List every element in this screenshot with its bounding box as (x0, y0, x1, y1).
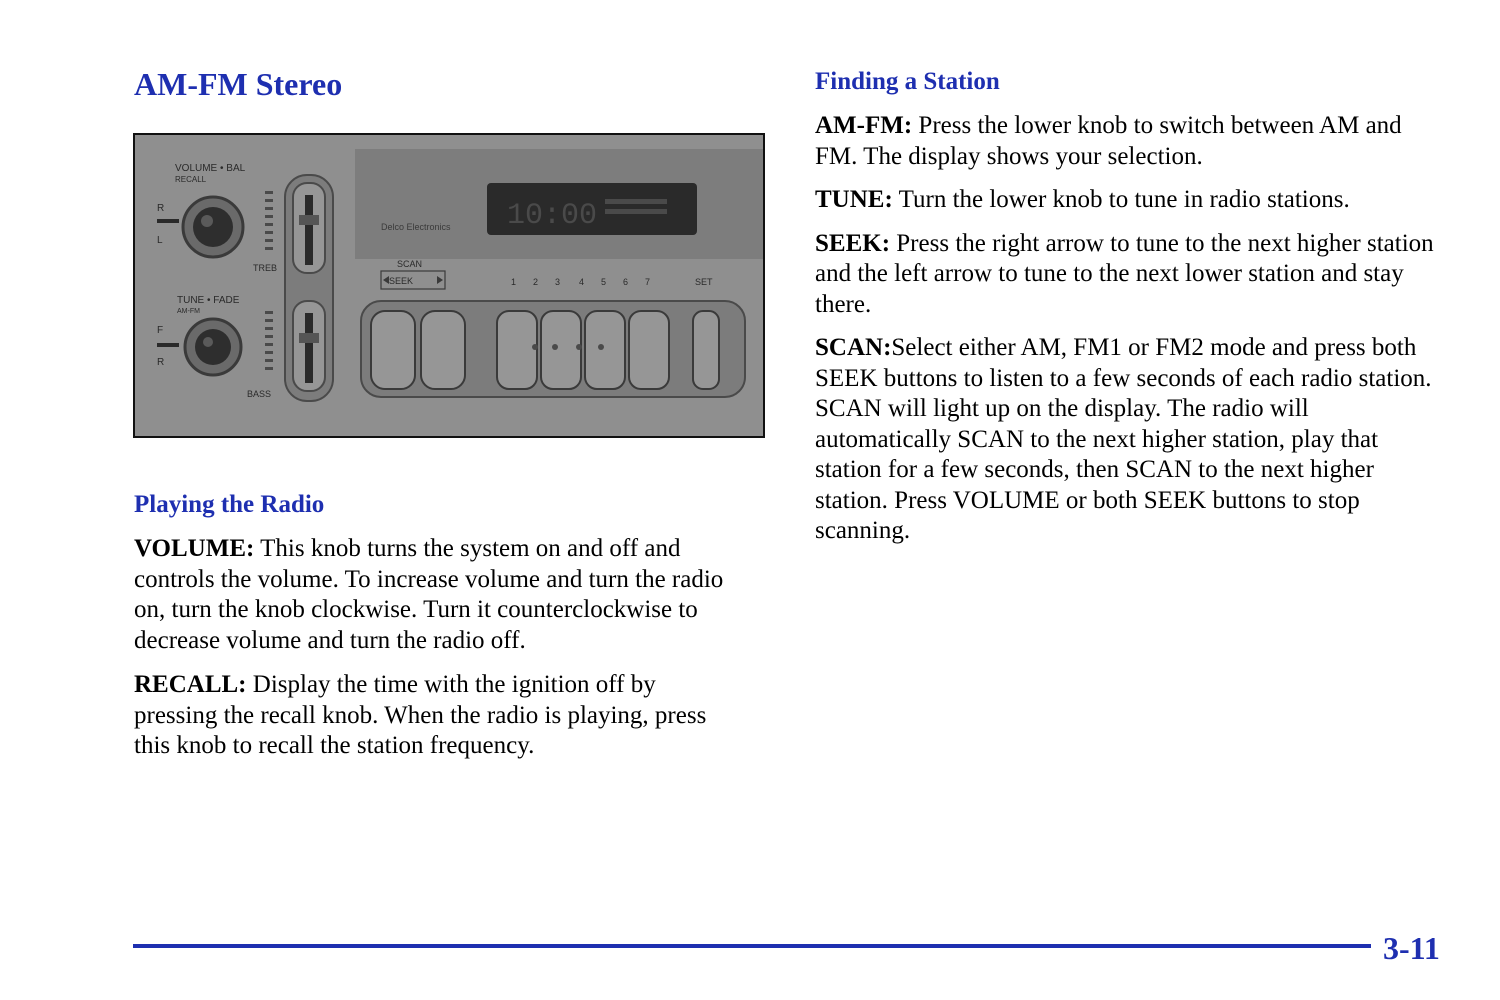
term: VOLUME: (134, 535, 255, 562)
description: This knob turns the system on and off and controls the volume. To increase volume and turn the radio on, turn the knob clockwise. Turn it counterclockwise to decrease volume and turn the radio off. (134, 535, 724, 654)
description: Press the right arrow to tune to the next higher station and the left arrow to tune to the next lower station and stay there. (815, 229, 1434, 318)
treb-label: TREB (253, 263, 278, 273)
preset-button (541, 311, 581, 389)
set-label: SET (695, 277, 713, 287)
preset-number: 4 (579, 277, 585, 287)
term: SCAN: (815, 334, 892, 361)
playing-the-radio-section (134, 490, 744, 776)
preset-button (629, 311, 669, 389)
description: Select either AM, FM1 or FM2 mode and press both SEEK buttons to listen to a few seconds of each radio station. SCAN will light up on the display. The radio will automatically SCAN to the next higher station, play that station for a few seconds, then SCAN to the next higher station. Press VOLUME or both SEEK buttons to stop scanning. (815, 334, 1432, 544)
recall-label: RECALL (175, 175, 207, 184)
scan-label: SCAN (397, 259, 423, 269)
preset-number: 7 (645, 277, 651, 287)
finding-a-station-section (815, 67, 1440, 560)
brand-label: Delco Electronics (381, 222, 451, 232)
balance-l-label: L (157, 235, 163, 246)
seek-down-button (371, 311, 415, 389)
preset-number: 5 (601, 277, 607, 287)
balance-r-label: R (157, 203, 165, 214)
tune-knob (195, 329, 231, 365)
preset-number: 1 (511, 277, 517, 287)
preset-button (585, 311, 625, 389)
description: Press the lower knob to switch between AM and FM. The display shows your selection. (815, 112, 1402, 170)
volume-paragraph (134, 534, 744, 656)
display-readout: 10:00 (507, 199, 598, 233)
term: SEEK: (815, 229, 891, 257)
section-heading: Playing the Radio (134, 491, 325, 518)
set-button (693, 311, 719, 389)
term: TUNE: (815, 186, 893, 213)
am-fm-paragraph (815, 111, 1440, 172)
preset-number: 3 (555, 277, 561, 287)
scan-paragraph (815, 333, 1440, 547)
recall-paragraph (134, 670, 744, 762)
fade-f-label: F (157, 325, 164, 336)
tune-fade-label: TUNE • FADE (177, 295, 240, 306)
description: Display the time with the ignition off by pressing the recall knob. When the radio is playing, press this knob to recall the station frequency. (134, 671, 707, 759)
volume-knob (193, 207, 233, 247)
page-number: 3-11 (1383, 930, 1440, 966)
page-title: AM-FM Stereo (134, 66, 343, 102)
seek-up-button (421, 311, 465, 389)
preset-button (497, 311, 537, 389)
term: RECALL: (134, 671, 247, 698)
radio-illustration (133, 133, 765, 438)
preset-number: 2 (533, 277, 539, 287)
section-heading: Finding a Station (815, 68, 1000, 95)
seek-paragraph (815, 229, 1440, 321)
term: AM-FM: (815, 112, 913, 139)
footer-rule (133, 944, 1371, 948)
description: Turn the lower knob to tune in radio stations. (892, 186, 1350, 213)
bass-label: BASS (247, 389, 272, 399)
seek-label: SEEK (389, 276, 414, 286)
preset-number: 6 (623, 277, 629, 287)
am-fm-label: AM-FM (177, 308, 200, 315)
tune-paragraph (815, 185, 1440, 216)
fade-r-label: R (157, 357, 165, 368)
volume-bal-label: VOLUME • BAL (175, 163, 246, 174)
